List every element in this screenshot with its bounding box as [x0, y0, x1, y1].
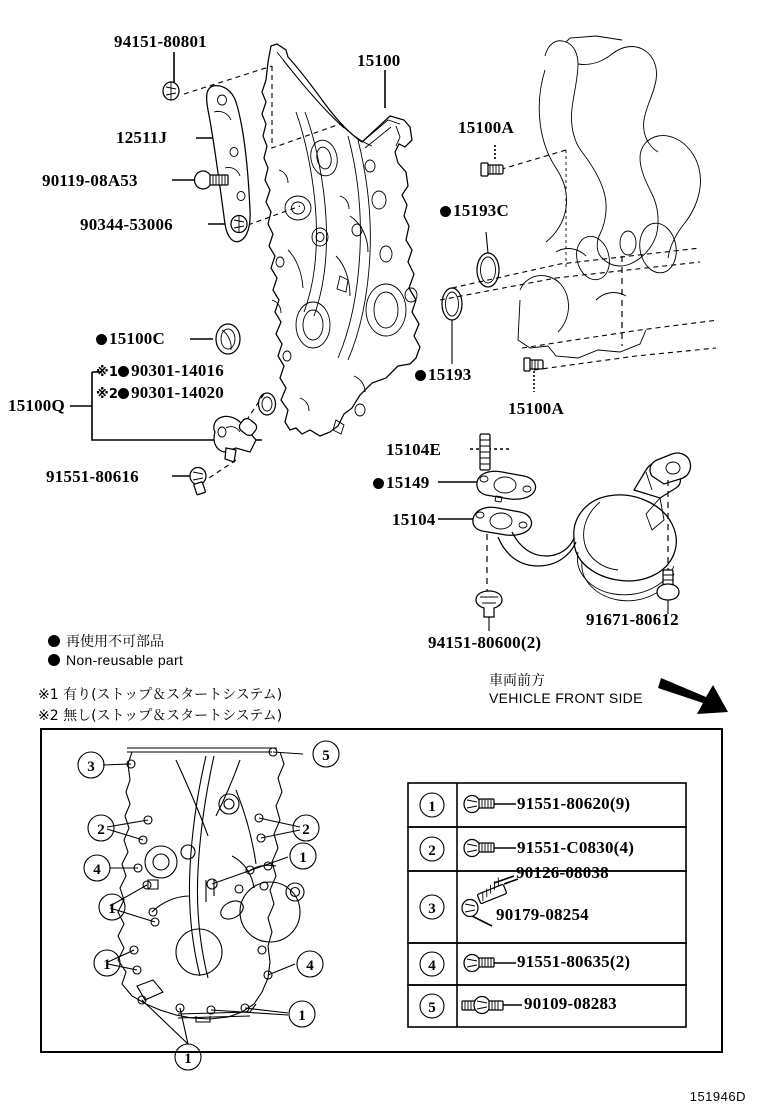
svg-text:4: 4: [93, 862, 101, 878]
svg-text:1: 1: [298, 1008, 306, 1024]
vehicle-front-arrow-icon: [658, 678, 728, 714]
bolt-icon-row5: [462, 997, 522, 1014]
svg-text:4: 4: [306, 958, 314, 974]
bolt-icon-row1: [464, 796, 516, 813]
callout-15100A-bottom: 15100A: [508, 399, 564, 418]
callout-15100C: 15100C: [96, 330, 165, 347]
callout-94151-80600: 94151-80600(2): [428, 633, 542, 652]
svg-text:1: 1: [428, 799, 436, 815]
callout-12511J: 12511J: [116, 128, 168, 147]
svg-text:1: 1: [299, 850, 307, 866]
callout-15100Q: 15100Q: [8, 396, 65, 415]
cover-bolt-map-illustration: [103, 748, 304, 1044]
nonreusable-dot-icon: [48, 635, 60, 647]
part-15104-oil-strainer: [438, 453, 691, 601]
legend-note-2: ※2 無し(ストップ＆スタートシステム): [38, 708, 283, 724]
legend-note-1: ※1 有り(ストップ＆スタートシステム): [38, 687, 283, 703]
callout-15193C: 15193C: [440, 202, 509, 219]
diagram-id-code: 151946D: [689, 1089, 746, 1104]
nonreusable-dot-icon: [373, 478, 384, 489]
svg-text:2: 2: [302, 822, 310, 838]
callout-15149: 15149: [373, 474, 430, 491]
legend-nonreusable-jp: 再使用不可部品: [48, 631, 164, 651]
part-15100-timing-cover: [262, 44, 420, 436]
vehicle-front-side-jp: 車両前方: [489, 673, 545, 689]
svg-text:3: 3: [87, 759, 95, 775]
table-row-1-number: 91551-80620(9): [517, 794, 631, 813]
part-15100Q-sensor: [206, 394, 264, 480]
callout-90301-14016: ※1 90301-14016: [96, 361, 224, 380]
callout-90301-14020: ※2 90301-14020: [96, 383, 224, 402]
part-90344-53006: [231, 216, 247, 234]
nonreusable-dot-icon: [440, 206, 451, 217]
table-row-3-number-b: 90179-08254: [496, 905, 589, 924]
svg-text:5: 5: [428, 1000, 436, 1016]
part-15100C-oil-seal: [190, 324, 240, 354]
part-90301-oring: [259, 393, 276, 415]
callout-90344-53006: 90344-53006: [80, 215, 173, 234]
callout-90119-08A53: 90119-08A53: [42, 171, 138, 190]
part-91551-80616-bolt: [172, 468, 206, 495]
svg-text:5: 5: [322, 748, 330, 764]
svg-text:4: 4: [428, 958, 436, 974]
mark-2-label: ※2: [96, 387, 119, 402]
callout-91551-80616: 91551-80616: [46, 467, 139, 486]
legend-nonreusable-en: Non-reusable part: [48, 652, 183, 670]
callout-15100A-top: 15100A: [458, 118, 514, 137]
bolt-icon-row2: [464, 840, 516, 857]
nonreusable-dot-icon: [96, 334, 107, 345]
dash-90344: [248, 206, 300, 225]
callout-15193: 15193: [415, 366, 472, 383]
callout-15100: 15100: [357, 51, 401, 70]
bolt-icon-row3-b: [462, 900, 492, 927]
nonreusable-dot-icon: [118, 388, 129, 399]
table-row-2-number: 91551-C0830(4): [517, 838, 635, 857]
part-15100A-bolt-top: [481, 145, 503, 176]
vehicle-front-side-en: VEHICLE FRONT SIDE: [489, 690, 643, 706]
callout-15104: 15104: [392, 510, 436, 529]
nonreusable-dot-icon: [415, 370, 426, 381]
part-15100A-bolt-bottom: [524, 358, 543, 392]
part-94151-80600-nut: [476, 591, 502, 631]
part-15193C-oring: [477, 232, 499, 287]
part-91671-80612-bolt: [657, 570, 679, 614]
part-15149-gasket: [438, 471, 536, 502]
part-15104E-stud: [470, 434, 510, 470]
part-15193-oring: [442, 288, 462, 364]
svg-text:2: 2: [428, 843, 436, 859]
table-row-5-number: 90109-08283: [524, 994, 617, 1013]
bolt-icon-row4: [464, 955, 516, 972]
svg-text:1: 1: [184, 1051, 192, 1067]
svg-text:1: 1: [103, 957, 111, 973]
svg-text:3: 3: [428, 901, 436, 917]
svg-text:2: 2: [97, 822, 105, 838]
nonreusable-dot-icon: [118, 366, 129, 377]
callout-94151-80801: 94151-80801: [114, 32, 207, 51]
callout-91671-80612: 91671-80612: [586, 610, 679, 629]
svg-text:1: 1: [108, 901, 116, 917]
mark-1-label: ※1: [96, 365, 119, 380]
callout-15104E: 15104E: [386, 440, 442, 459]
table-row-4-number: 91551-80635(2): [517, 952, 631, 971]
nonreusable-dot-icon: [48, 654, 60, 666]
table-row-3-number-a: 90126-08038: [516, 863, 609, 882]
part-94151-80801: [163, 82, 179, 100]
